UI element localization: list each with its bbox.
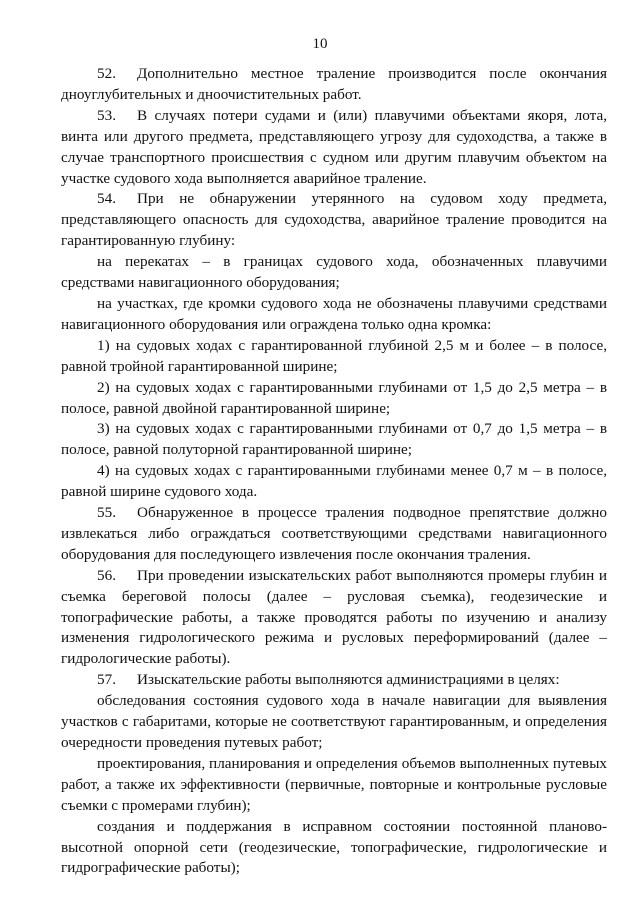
list-item-4: 4) на судовых ходах с гарантированными глубинами менее 0,7 м – в полосе, равной ширине судового хода. <box>61 462 607 501</box>
paragraph-number: 55. <box>97 504 116 522</box>
purpose-design: проектирования, планирования и определения объемов выполненных путевых работ, а также их эффективности (первичные, повторные и контрольные русловые съемки с промерами глубин); <box>61 754 607 814</box>
paragraph-52 <box>61 64 607 106</box>
paragraph-number: 56. <box>97 566 116 584</box>
paragraph-rifts: на перекатах – в границах судового хода, обозначенных плавучими средствами навигационного оборудования; <box>61 253 607 292</box>
paragraph-number: 57. <box>97 671 116 689</box>
paragraph-number: 53. <box>97 106 116 124</box>
paragraph-54 <box>61 189 607 252</box>
paragraph-57 <box>61 670 607 691</box>
page-number: 10 <box>312 36 328 52</box>
paragraph-number: 52. <box>97 65 116 82</box>
paragraph-text: Изыскательские работы выполняются администрациями в целях: <box>137 671 560 689</box>
paragraph-sections: на участках, где кромки судового хода не обозначены плавучими средствами навигационного оборудования или ограждена только одна кромка: <box>61 294 607 333</box>
list-item-3: 3) на судовых ходах с гарантированными глубинами от 0,7 до 1,5 метра – в полосе, равной полуторной гарантированной ширине; <box>61 420 607 459</box>
list-item-1: 1) на судовых ходах с гарантированной глубиной 2,5 м и более – в полосе, равной тройной гарантированной ширине; <box>61 336 607 375</box>
paragraph-number: 54. <box>97 190 116 208</box>
paragraph-text: Обнаруженное в процессе траления подводное препятствие должно извлекаться либо ограждаться соответствующими средствами навигационного оборудования для последующего извлечения после окончания траления. <box>61 504 607 563</box>
purpose-network: создания и поддержания в исправном состоянии постоянной планово-высотной опорной сети (геодезические, топографические, гидрологические и гидрографические работы); <box>61 817 607 877</box>
paragraph-56 <box>61 566 607 671</box>
paragraph-text: При проведении изыскательских работ выполняются промеры глубин и съемка береговой полосы (далее – русловая съемка), геодезические и топографические работы, а также проводятся работы по изучению и анализу изменения гидрологического режима и русловых переформирований (далее – гидрологические работы). <box>61 566 607 668</box>
paragraph-55 <box>61 503 607 566</box>
list-item-2: 2) на судовых ходах с гарантированными глубинами от 1,5 до 2,5 метра – в полосе, равной двойной гарантированной ширине; <box>61 378 607 417</box>
paragraph-text: При не обнаружении утерянного на судовом ходу предмета, представляющего опасность для судоходства, аварийное траление проводится на гарантированную глубину: <box>61 190 607 250</box>
paragraph-text: Дополнительно местное траление производится после окончания дноуглубительных и дноочистительных работ. <box>61 65 607 103</box>
paragraph-53 <box>61 106 607 190</box>
paragraph-text: В случаях потери судами и (или) плавучими объектами якоря, лота, винта или другого предмета, представляющего угрозу для судоходства, а также в случае транспортного происшествия с судном или другим плавучим объектом на участке судового хода выполняется аварийное траление. <box>61 106 607 187</box>
purpose-survey: обследования состояния судового хода в начале навигации для выявления участков с габаритами, которые не соответствуют гарантированным, и определения очередности проведения путевых работ; <box>61 692 607 751</box>
document-body <box>61 64 607 879</box>
